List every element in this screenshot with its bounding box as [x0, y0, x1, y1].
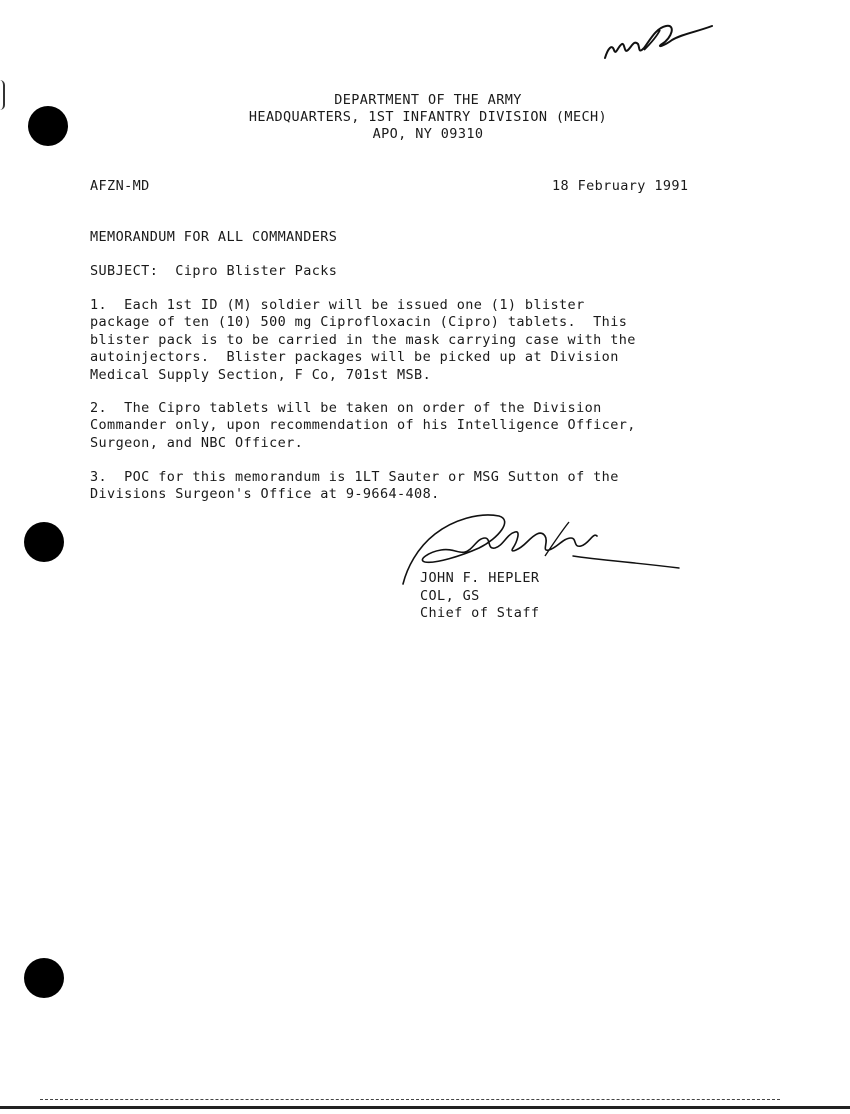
paragraph-1	[90, 297, 770, 384]
paragraph-3	[90, 469, 770, 504]
subject-text: Cipro Blister Packs	[175, 263, 338, 279]
paragraph-line: Divisions Surgeon's Office at 9-9664-408.	[90, 486, 440, 503]
paragraph-line: Commander only, upon recommendation of his Intelligence Officer,	[90, 417, 636, 434]
paragraph-line: blister pack is to be carried in the mask carrying case with the	[90, 331, 636, 348]
signer-title: Chief of Staff	[420, 605, 540, 621]
signer-name: JOHN F. HEPLER	[420, 570, 540, 586]
paragraph-line: autoinjectors. Blister packages will be picked up at Division	[90, 349, 619, 366]
subject-label: SUBJECT:	[90, 263, 159, 279]
punch-hole-icon	[24, 522, 64, 562]
office-symbol: AFZN-MD	[90, 178, 150, 194]
paragraph-line: Surgeon, and NBC Officer.	[90, 434, 304, 451]
header-department: DEPARTMENT OF THE ARMY	[334, 92, 522, 108]
initials-icon	[600, 20, 720, 65]
paragraph-line: Medical Supply Section, F Co, 701st MSB.	[90, 366, 432, 383]
memo-date: 18 February 1991	[552, 178, 689, 194]
paragraph-line: 1. Each 1st ID (M) soldier will be issued one (1) blister	[90, 297, 585, 313]
header-address: APO, NY 09310	[372, 126, 484, 142]
paragraph-line: package of ten (10) 500 mg Ciprofloxacin (Cipro) tablets. This	[90, 314, 628, 331]
paragraph-2	[90, 400, 770, 452]
page-bottom-edge	[0, 1106, 850, 1109]
paragraph-line: 2. The Cipro tablets will be taken on order of the Division	[90, 400, 602, 416]
paragraph-line: 3. POC for this memorandum is 1LT Sauter or MSG Sutton of the	[90, 469, 619, 485]
header-headquarters: HEADQUARTERS, 1ST INFANTRY DIVISION (MECH)	[248, 109, 608, 125]
signature-block	[420, 570, 539, 623]
punch-hole-icon	[24, 958, 64, 998]
scan-artifact-line	[40, 1099, 780, 1100]
signer-rank: COL, GS	[420, 587, 480, 604]
memo-for-line: MEMORANDUM FOR ALL COMMANDERS	[90, 229, 338, 245]
subject-line	[90, 263, 337, 279]
